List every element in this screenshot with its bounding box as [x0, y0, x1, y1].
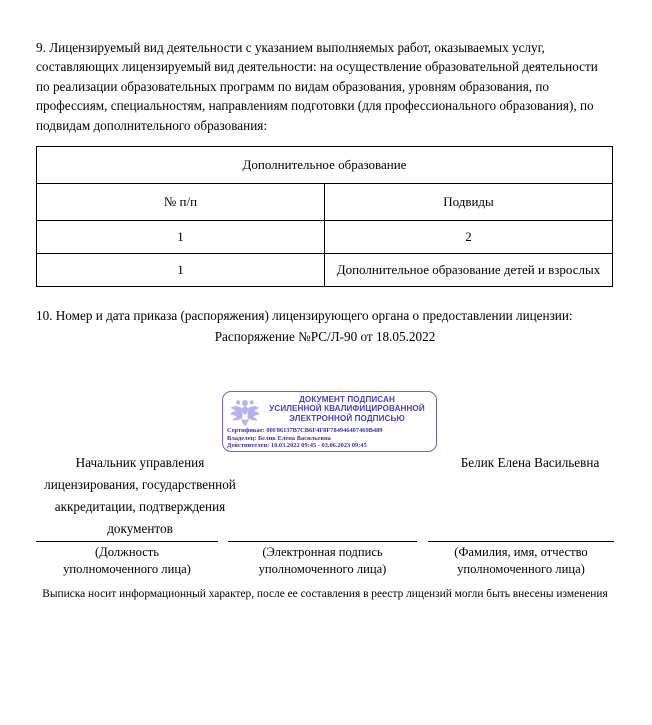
- caption-position-line-1: (Должность: [94, 545, 160, 559]
- caption-signature-line-2: уполномоченного лица): [258, 562, 387, 577]
- section-10-paragraph: 10. Номер и дата приказа (распоряжения) лицензирующего органа о предоставлении лицензии:: [36, 308, 573, 323]
- stamp-owner: Владелец: Белик Елена Васильевна: [227, 434, 331, 442]
- caption-rule-position: [36, 541, 218, 542]
- caption-position-line-2: уполномоченного лица): [63, 562, 191, 577]
- table-header-subtype: Подвиды: [325, 184, 613, 221]
- table-cell-subtype: Дополнительное образование детей и взрослых: [325, 254, 613, 287]
- education-subtypes-table: [36, 146, 613, 287]
- caption-name-line-2: уполномоченного лица): [457, 562, 585, 577]
- caption-position: [36, 544, 218, 579]
- stamp-heading-line-1: ДОКУМЕНТ ПОДПИСАН: [299, 395, 395, 404]
- table-title-cell: Дополнительное образование: [37, 147, 613, 184]
- table-header-no: № п/п: [37, 184, 325, 221]
- table-row: [37, 254, 613, 287]
- stamp-heading-line-2: УСИЛЕННОЙ КВАЛИФИЦИРОВАННОЙ: [269, 404, 425, 414]
- caption-rule-name: [428, 541, 614, 542]
- stamp-certificate: Сертификат: 00F86137B7CB6F4F8F784946407469B489: [227, 427, 383, 434]
- signatory-full-name: Белик Елена Васильевна: [460, 455, 600, 470]
- section-9-paragraph: 9. Лицензируемый вид деятельности с указанием выполняемых работ, оказываемых услуг, составляющих лицензируемый вид деятельности: на осуществление образовательной деятельности по реализации образовательных программ по видам образования, уровням образования, по профессиям, специальностям, направлениям подготовки (для профессионального образования), по подвидам дополнительного образования:: [36, 40, 598, 133]
- section-10-order-number: Распоряжение №РС/Л-90 от 18.05.2022: [214, 329, 436, 345]
- russian-coat-of-arms-icon: [228, 396, 262, 428]
- table-cell-no: 1: [37, 254, 325, 287]
- caption-signature: [228, 544, 417, 579]
- table-row-column-numbers: [37, 221, 613, 254]
- table-column-number-1: 1: [37, 221, 325, 254]
- caption-rule-signature: [228, 541, 417, 542]
- footer-disclaimer: Выписка носит информационный характер, после ее составления в реестр лицензий могли быть внесены изменения: [42, 588, 608, 600]
- stamp-details: [227, 427, 435, 450]
- stamp-validity: Действителен: 10.03.2022 09:45 - 03.06.2023 09:45: [227, 442, 367, 450]
- signatory-position-title: Начальник управления лицензирования, государственной аккредитации, подтверждения документов: [44, 455, 236, 536]
- caption-name: [428, 544, 614, 579]
- caption-signature-line-1: (Электронная подпись: [262, 545, 383, 559]
- electronic-signature-stamp: [222, 391, 437, 452]
- caption-name-line-1: (Фамилия, имя, отчество: [454, 545, 588, 559]
- table-row-title: [37, 147, 613, 184]
- stamp-heading: [259, 395, 435, 423]
- table-row-headers: [37, 184, 613, 221]
- stamp-heading-line-3: ЭЛЕКТРОННОЙ ПОДПИСЬЮ: [289, 413, 405, 423]
- table-column-number-2: 2: [325, 221, 613, 254]
- section-10-block: [36, 306, 614, 347]
